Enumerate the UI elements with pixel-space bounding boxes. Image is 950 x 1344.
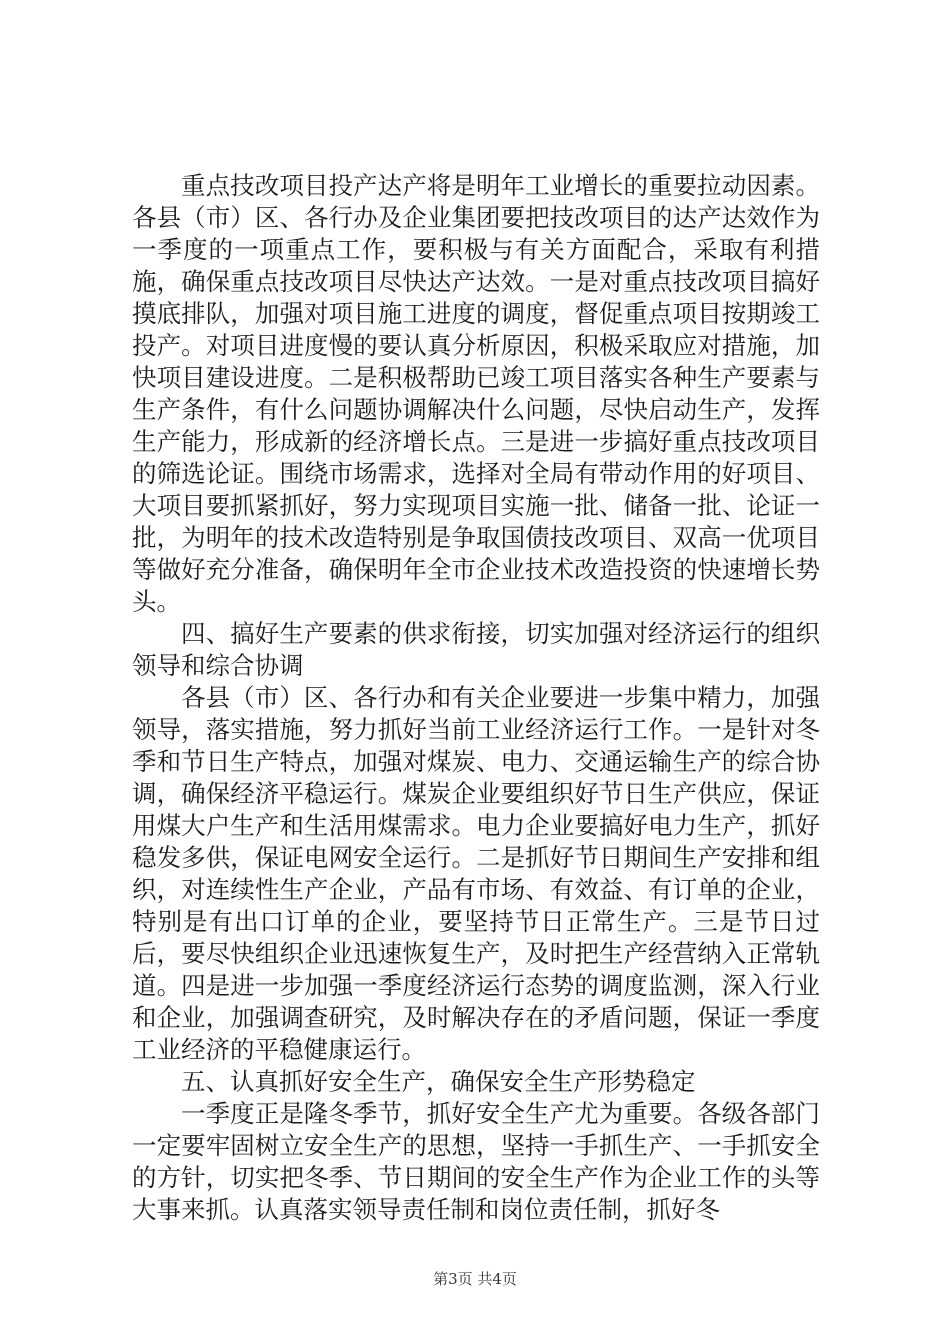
page-footer: 第3页 共4页 [433,1270,517,1288]
section-heading-five: 五、认真抓好安全生产，确保安全生产形势稳定 [181,1067,696,1096]
paragraph-tech-projects: 重点技改项目投产达产将是明年工业增长的重要拉动因素。各县（市）区、各行办及企业集团要把技改项目的达产达效作为一季度的一项重点工作，要积极与有关方面配合，采取有利措施，确保重点技改项目尽快达产达效。一是对重点技改项目搞好摸底排队，加强对项目施工进度的调度，督促重点项目按期竣工投产。对项目进度慢的要认真分析原因，积极采取应对措施，加快项目建设进度。二是积极帮助已竣工项目落实各种生产要素与生产条件，有什么问题协调解决什么问题，尽快启动生产，发挥生产能力，形成新的经济增长点。三是进一步搞好重点技改项目的筛选论证。围绕市场需求，选择对全局有带动作用的好项目、大项目要抓紧抓好，努力实现项目实施一批、储备一批、论证一批，为明年的技术改造特别是争取国债技改项目、双高一优项目等做好充分准备，确保明年全市企业技术改造投资的快速增长势头。 [132,171,820,616]
section-heading-four: 四、搞好生产要素的供求衔接，切实加强对经济运行的组织领导和综合协调 [132,619,820,680]
paragraph-economic-coordination: 各县（市）区、各行办和有关企业要进一步集中精力，加强领导，落实措施，努力抓好当前工业经济运行工作。一是针对冬季和节日生产特点，加强对煤炭、电力、交通运输生产的综合协调，确保经济平稳运行。煤炭企业要组织好节日生产供应，保证用煤大户生产和生活用煤需求。电力企业要搞好电力生产，抓好稳发多供，保证电网安全运行。二是抓好节日期间生产安排和组织，对连续性生产企业，产品有市场、有效益、有订单的企业，特别是有出口订单的企业，要坚持节日正常生产。三是节日过后，要尽快组织企业迅速恢复生产，及时把生产经营纳入正常轨道。四是进一步加强一季度经济运行态势的调度监测，深入行业和企业，加强调查研究，及时解决存在的矛盾问题，保证一季度工业经济的平稳健康运行。 [132,683,820,1064]
paragraph-safety-production: 一季度正是隆冬季节，抓好安全生产尤为重要。各级各部门一定要牢固树立安全生产的思想，坚持一手抓生产、一手抓安全的方针，切实把冬季、节日期间的安全生产作为企业工作的头等大事来抓。认真落实领导责任制和岗位责任制，抓好冬 [132,1099,820,1224]
document-body [132,170,820,1226]
